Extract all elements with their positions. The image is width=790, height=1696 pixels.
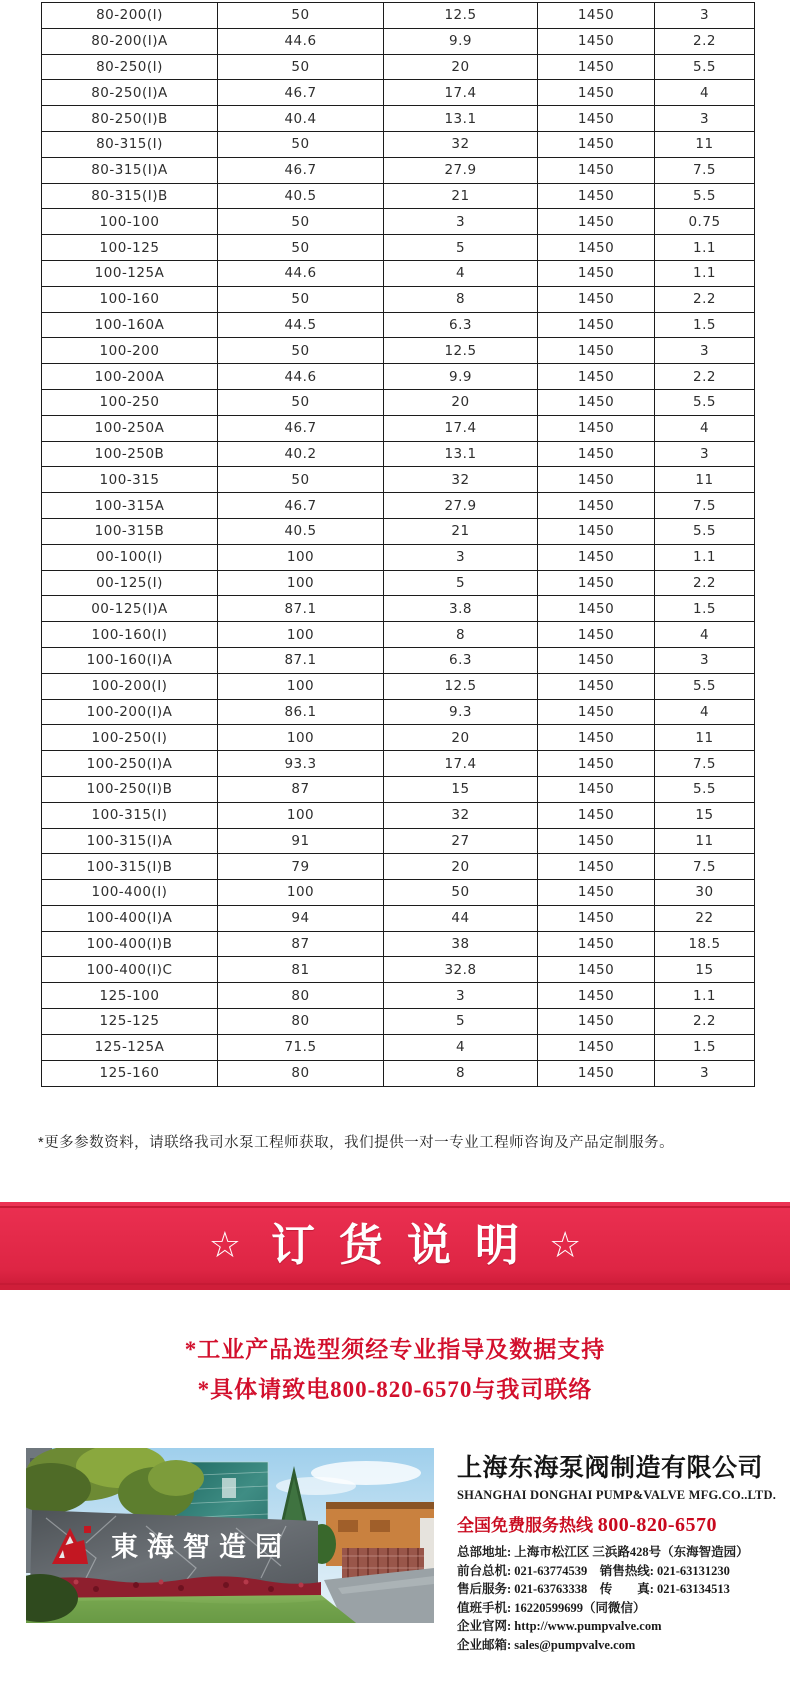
- table-row: [42, 312, 755, 338]
- table-cell: 40.5: [218, 183, 384, 209]
- table-cell: 20: [384, 725, 538, 751]
- table-cell: 50: [218, 467, 384, 493]
- table-cell: 100: [218, 802, 384, 828]
- table-cell: 11: [655, 828, 755, 854]
- table-cell: 5.5: [655, 776, 755, 802]
- table-cell: 80-250(I)B: [42, 106, 218, 132]
- table-cell: 1450: [538, 183, 655, 209]
- table-cell: 17.4: [384, 80, 538, 106]
- table-footnote: *更多参数资料，请联络我司水泵工程师获取，我们提供一对一专业工程师咨询及产品定制服务。: [38, 1134, 675, 1151]
- table-cell: 5: [384, 235, 538, 261]
- table-cell: 86.1: [218, 699, 384, 725]
- banner-title: 订货说明: [271, 1221, 543, 1270]
- table-cell: 1450: [538, 518, 655, 544]
- table-row: [42, 983, 755, 1009]
- table-cell: 46.7: [218, 80, 384, 106]
- table-cell: 5.5: [655, 518, 755, 544]
- table-cell: 4: [384, 260, 538, 286]
- company-info: [457, 1448, 777, 1655]
- company-details: [457, 1543, 777, 1655]
- table-row: [42, 286, 755, 312]
- table-cell: 46.7: [218, 415, 384, 441]
- table-cell: 100-250: [42, 389, 218, 415]
- table-cell: 00-100(I): [42, 544, 218, 570]
- company-detail-line: 企业官网: http://www.pumpvalve.com: [457, 1619, 662, 1634]
- table-cell: 0.75: [655, 209, 755, 235]
- table-cell: 1450: [538, 286, 655, 312]
- table-cell: 100: [218, 622, 384, 648]
- table-cell: 11: [655, 467, 755, 493]
- table-cell: 100-315A: [42, 493, 218, 519]
- table-cell: 11: [655, 725, 755, 751]
- table-cell: 125-160: [42, 1060, 218, 1086]
- table-row: [42, 3, 755, 29]
- table-cell: 2.2: [655, 570, 755, 596]
- table-cell: 80-200(I)A: [42, 28, 218, 54]
- table-cell: 5: [384, 570, 538, 596]
- table-cell: 50: [218, 54, 384, 80]
- table-cell: 8: [384, 622, 538, 648]
- star-left-icon: ☆: [208, 1225, 241, 1266]
- table-cell: 100-160(I): [42, 622, 218, 648]
- table-cell: 100-200(I)A: [42, 699, 218, 725]
- table-cell: 1450: [538, 544, 655, 570]
- table-cell: 125-125: [42, 1009, 218, 1035]
- notice-line: *具体请致电800-820-6570与我司联络: [197, 1377, 593, 1402]
- table-cell: 1450: [538, 54, 655, 80]
- table-cell: 1.1: [655, 983, 755, 1009]
- company-detail-line: 前台总机: 021-63774539 销售热线: 021-63131230: [457, 1563, 730, 1578]
- table-cell: 50: [218, 235, 384, 261]
- table-cell: 22: [655, 905, 755, 931]
- table-cell: 80-315(I): [42, 131, 218, 157]
- table-cell: 80-200(I): [42, 3, 218, 29]
- table-cell: 44.6: [218, 28, 384, 54]
- table-cell: 1450: [538, 131, 655, 157]
- table-cell: 46.7: [218, 157, 384, 183]
- table-row: [42, 389, 755, 415]
- table-row: [42, 260, 755, 286]
- table-cell: 100: [218, 544, 384, 570]
- table-cell: 20: [384, 854, 538, 880]
- table-cell: 11: [655, 131, 755, 157]
- table-row: [42, 441, 755, 467]
- table-cell: 1450: [538, 1009, 655, 1035]
- table-row: [42, 544, 755, 570]
- table-cell: 7.5: [655, 157, 755, 183]
- table-cell: 100: [218, 725, 384, 751]
- table-cell: 3: [655, 441, 755, 467]
- table-cell: 7.5: [655, 493, 755, 519]
- table-cell: 100-400(I)A: [42, 905, 218, 931]
- table-cell: 5: [384, 1009, 538, 1035]
- table-cell: 100-250A: [42, 415, 218, 441]
- table-cell: 80: [218, 1060, 384, 1086]
- table-cell: 100-250(I): [42, 725, 218, 751]
- notice-lines: [0, 1330, 790, 1410]
- table-cell: 125-125A: [42, 1034, 218, 1060]
- table-cell: 40.4: [218, 106, 384, 132]
- table-cell: 100-315: [42, 467, 218, 493]
- table-cell: 4: [655, 415, 755, 441]
- table-cell: 87: [218, 931, 384, 957]
- photo-sign-text: 東海智造园: [111, 1532, 291, 1562]
- table-cell: 1450: [538, 957, 655, 983]
- table-cell: 1450: [538, 338, 655, 364]
- table-cell: 1450: [538, 647, 655, 673]
- table-row: [42, 80, 755, 106]
- company-detail-line: 售后服务: 021-63763338 传 真: 021-63134513: [457, 1582, 730, 1597]
- table-cell: 1450: [538, 699, 655, 725]
- table-row: [42, 802, 755, 828]
- table-row: [42, 828, 755, 854]
- table-cell: 1450: [538, 776, 655, 802]
- table-cell: 7.5: [655, 854, 755, 880]
- table-cell: 27.9: [384, 493, 538, 519]
- table-cell: 50: [218, 131, 384, 157]
- table-cell: 1450: [538, 389, 655, 415]
- table-cell: 100-315(I): [42, 802, 218, 828]
- table-cell: 3.8: [384, 596, 538, 622]
- table-cell: 100-250B: [42, 441, 218, 467]
- table-cell: 100-400(I)B: [42, 931, 218, 957]
- table-cell: 13.1: [384, 441, 538, 467]
- table-row: [42, 699, 755, 725]
- table-cell: 80: [218, 1009, 384, 1035]
- table-cell: 50: [218, 338, 384, 364]
- table-cell: 2.2: [655, 286, 755, 312]
- table-row: [42, 106, 755, 132]
- table-cell: 100-160(I)A: [42, 647, 218, 673]
- table-cell: 91: [218, 828, 384, 854]
- table-row: [42, 751, 755, 777]
- table-cell: 15: [384, 776, 538, 802]
- table-cell: 1450: [538, 1060, 655, 1086]
- table-cell: 80-250(I)A: [42, 80, 218, 106]
- table-cell: 1450: [538, 28, 655, 54]
- table-cell: 100-160: [42, 286, 218, 312]
- table-row: [42, 1034, 755, 1060]
- table-row: [42, 931, 755, 957]
- table-cell: 5.5: [655, 183, 755, 209]
- table-cell: 20: [384, 54, 538, 80]
- table-row: [42, 673, 755, 699]
- table-row: [42, 905, 755, 931]
- table-cell: 87.1: [218, 596, 384, 622]
- company-detail-line: 企业邮箱: sales@pumpvalve.com: [457, 1637, 636, 1652]
- table-cell: 1450: [538, 828, 655, 854]
- table-row: [42, 622, 755, 648]
- factory-photo: [26, 1448, 434, 1623]
- table-cell: 100-315(I)A: [42, 828, 218, 854]
- table-cell: 100-400(I): [42, 880, 218, 906]
- table-cell: 1450: [538, 3, 655, 29]
- table-cell: 1450: [538, 415, 655, 441]
- table-cell: 40.5: [218, 518, 384, 544]
- table-cell: 1450: [538, 802, 655, 828]
- table-cell: 1.1: [655, 235, 755, 261]
- table-row: [42, 235, 755, 261]
- table-row: [42, 776, 755, 802]
- table-row: [42, 415, 755, 441]
- table-cell: 50: [218, 209, 384, 235]
- table-cell: 1450: [538, 260, 655, 286]
- table-row: [42, 183, 755, 209]
- table-cell: 17.4: [384, 415, 538, 441]
- table-cell: 1.5: [655, 596, 755, 622]
- table-cell: 1450: [538, 441, 655, 467]
- table-cell: 100-160A: [42, 312, 218, 338]
- table-cell: 32: [384, 802, 538, 828]
- table-cell: 15: [655, 802, 755, 828]
- table-cell: 2.2: [655, 1009, 755, 1035]
- table-cell: 1450: [538, 854, 655, 880]
- table-cell: 50: [384, 880, 538, 906]
- table-cell: 100-315B: [42, 518, 218, 544]
- table-cell: 3: [655, 338, 755, 364]
- table-cell: 40.2: [218, 441, 384, 467]
- table-cell: 27.9: [384, 157, 538, 183]
- table-cell: 100: [218, 880, 384, 906]
- hotline-label: 全国免费服务热线: [457, 1516, 593, 1535]
- table-cell: 00-125(I)A: [42, 596, 218, 622]
- table-row: [42, 880, 755, 906]
- table-cell: 46.7: [218, 493, 384, 519]
- table-cell: 1450: [538, 1034, 655, 1060]
- table-cell: 2.2: [655, 364, 755, 390]
- table-cell: 9.9: [384, 28, 538, 54]
- table-cell: 44.6: [218, 364, 384, 390]
- table-cell: 9.9: [384, 364, 538, 390]
- table-cell: 94: [218, 905, 384, 931]
- table-cell: 2.2: [655, 28, 755, 54]
- table-cell: 1450: [538, 673, 655, 699]
- table-row: [42, 1009, 755, 1035]
- table-row: [42, 518, 755, 544]
- table-cell: 3: [655, 647, 755, 673]
- table-cell: 100-250(I)B: [42, 776, 218, 802]
- table-row: [42, 596, 755, 622]
- table-cell: 6.3: [384, 647, 538, 673]
- table-cell: 93.3: [218, 751, 384, 777]
- table-cell: 100-125: [42, 235, 218, 261]
- table-cell: 100-125A: [42, 260, 218, 286]
- table-cell: 1450: [538, 209, 655, 235]
- table-cell: 20: [384, 389, 538, 415]
- table-cell: 3: [655, 1060, 755, 1086]
- spec-table-body: [42, 3, 755, 1087]
- table-row: [42, 854, 755, 880]
- table-cell: 1450: [538, 157, 655, 183]
- table-row: [42, 1060, 755, 1086]
- company-detail-line: 值班手机: 16220599699（同微信）: [457, 1600, 646, 1615]
- hotline-line: [457, 1511, 777, 1537]
- table-cell: 79: [218, 854, 384, 880]
- table-cell: 00-125(I): [42, 570, 218, 596]
- table-cell: 12.5: [384, 338, 538, 364]
- table-cell: 1450: [538, 493, 655, 519]
- table-cell: 9.3: [384, 699, 538, 725]
- table-cell: 1450: [538, 751, 655, 777]
- company-name-en: SHANGHAI DONGHAI PUMP&VALVE MFG.CO..LTD.: [457, 1488, 777, 1502]
- table-cell: 71.5: [218, 1034, 384, 1060]
- table-cell: 80-250(I): [42, 54, 218, 80]
- table-row: [42, 725, 755, 751]
- table-row: [42, 467, 755, 493]
- table-cell: 80-315(I)B: [42, 183, 218, 209]
- table-cell: 1450: [538, 364, 655, 390]
- table-cell: 1450: [538, 725, 655, 751]
- table-cell: 27: [384, 828, 538, 854]
- table-cell: 38: [384, 931, 538, 957]
- table-row: [42, 131, 755, 157]
- table-row: [42, 364, 755, 390]
- table-cell: 44.6: [218, 260, 384, 286]
- table-cell: 1.1: [655, 544, 755, 570]
- company-name-cn: 上海东海泵阀制造有限公司: [457, 1454, 764, 1482]
- table-row: [42, 493, 755, 519]
- table-cell: 100-200A: [42, 364, 218, 390]
- table-cell: 80-315(I)A: [42, 157, 218, 183]
- table-cell: 5.5: [655, 673, 755, 699]
- table-cell: 12.5: [384, 3, 538, 29]
- table-cell: 4: [655, 622, 755, 648]
- table-cell: 32.8: [384, 957, 538, 983]
- table-cell: 17.4: [384, 751, 538, 777]
- table-cell: 32: [384, 467, 538, 493]
- table-cell: 8: [384, 286, 538, 312]
- table-cell: 1450: [538, 570, 655, 596]
- table-row: [42, 338, 755, 364]
- table-row: [42, 28, 755, 54]
- order-instructions-banner: [0, 1202, 790, 1290]
- table-cell: 4: [655, 699, 755, 725]
- table-cell: 4: [384, 1034, 538, 1060]
- table-cell: 1450: [538, 880, 655, 906]
- table-cell: 4: [655, 80, 755, 106]
- table-cell: 7.5: [655, 751, 755, 777]
- table-cell: 3: [655, 3, 755, 29]
- table-row: [42, 157, 755, 183]
- table-cell: 5.5: [655, 54, 755, 80]
- table-cell: 6.3: [384, 312, 538, 338]
- table-cell: 1450: [538, 622, 655, 648]
- table-cell: 125-100: [42, 983, 218, 1009]
- table-cell: 100-315(I)B: [42, 854, 218, 880]
- table-cell: 13.1: [384, 106, 538, 132]
- table-cell: 81: [218, 957, 384, 983]
- table-cell: 18.5: [655, 931, 755, 957]
- table-cell: 100-400(I)C: [42, 957, 218, 983]
- table-cell: 100-200(I): [42, 673, 218, 699]
- table-cell: 30: [655, 880, 755, 906]
- spec-table: [41, 2, 755, 1087]
- table-cell: 100: [218, 570, 384, 596]
- table-row: [42, 647, 755, 673]
- table-cell: 1450: [538, 905, 655, 931]
- table-row: [42, 54, 755, 80]
- table-cell: 44: [384, 905, 538, 931]
- star-right-icon: ☆: [549, 1225, 582, 1266]
- table-cell: 1450: [538, 931, 655, 957]
- table-cell: 5.5: [655, 389, 755, 415]
- table-cell: 1.5: [655, 312, 755, 338]
- table-cell: 100-200: [42, 338, 218, 364]
- table-cell: 3: [384, 209, 538, 235]
- table-cell: 1450: [538, 467, 655, 493]
- table-cell: 87: [218, 776, 384, 802]
- table-cell: 100: [218, 673, 384, 699]
- table-row: [42, 570, 755, 596]
- company-detail-line: 总部地址: 上海市松江区 三浜路428号（东海智造园）: [457, 1545, 749, 1559]
- table-cell: 1450: [538, 983, 655, 1009]
- hotline-number: 800-820-6570: [597, 1514, 718, 1536]
- table-cell: 87.1: [218, 647, 384, 673]
- table-cell: 100-100: [42, 209, 218, 235]
- company-section: [0, 1448, 790, 1652]
- notice-line: *工业产品选型须经专业指导及数据支持: [184, 1337, 606, 1362]
- table-row: [42, 209, 755, 235]
- table-cell: 1450: [538, 312, 655, 338]
- table-cell: 3: [384, 544, 538, 570]
- table-cell: 50: [218, 389, 384, 415]
- table-cell: 44.5: [218, 312, 384, 338]
- table-cell: 1.5: [655, 1034, 755, 1060]
- table-cell: 1450: [538, 596, 655, 622]
- table-cell: 80: [218, 983, 384, 1009]
- table-cell: 3: [655, 106, 755, 132]
- table-cell: 50: [218, 286, 384, 312]
- table-cell: 1450: [538, 235, 655, 261]
- table-cell: 1450: [538, 106, 655, 132]
- table-cell: 100-250(I)A: [42, 751, 218, 777]
- table-row: [42, 957, 755, 983]
- table-cell: 3: [384, 983, 538, 1009]
- table-cell: 15: [655, 957, 755, 983]
- table-cell: 12.5: [384, 673, 538, 699]
- table-cell: 21: [384, 183, 538, 209]
- table-cell: 1450: [538, 80, 655, 106]
- table-cell: 50: [218, 3, 384, 29]
- table-cell: 1.1: [655, 260, 755, 286]
- table-cell: 32: [384, 131, 538, 157]
- table-cell: 21: [384, 518, 538, 544]
- table-cell: 8: [384, 1060, 538, 1086]
